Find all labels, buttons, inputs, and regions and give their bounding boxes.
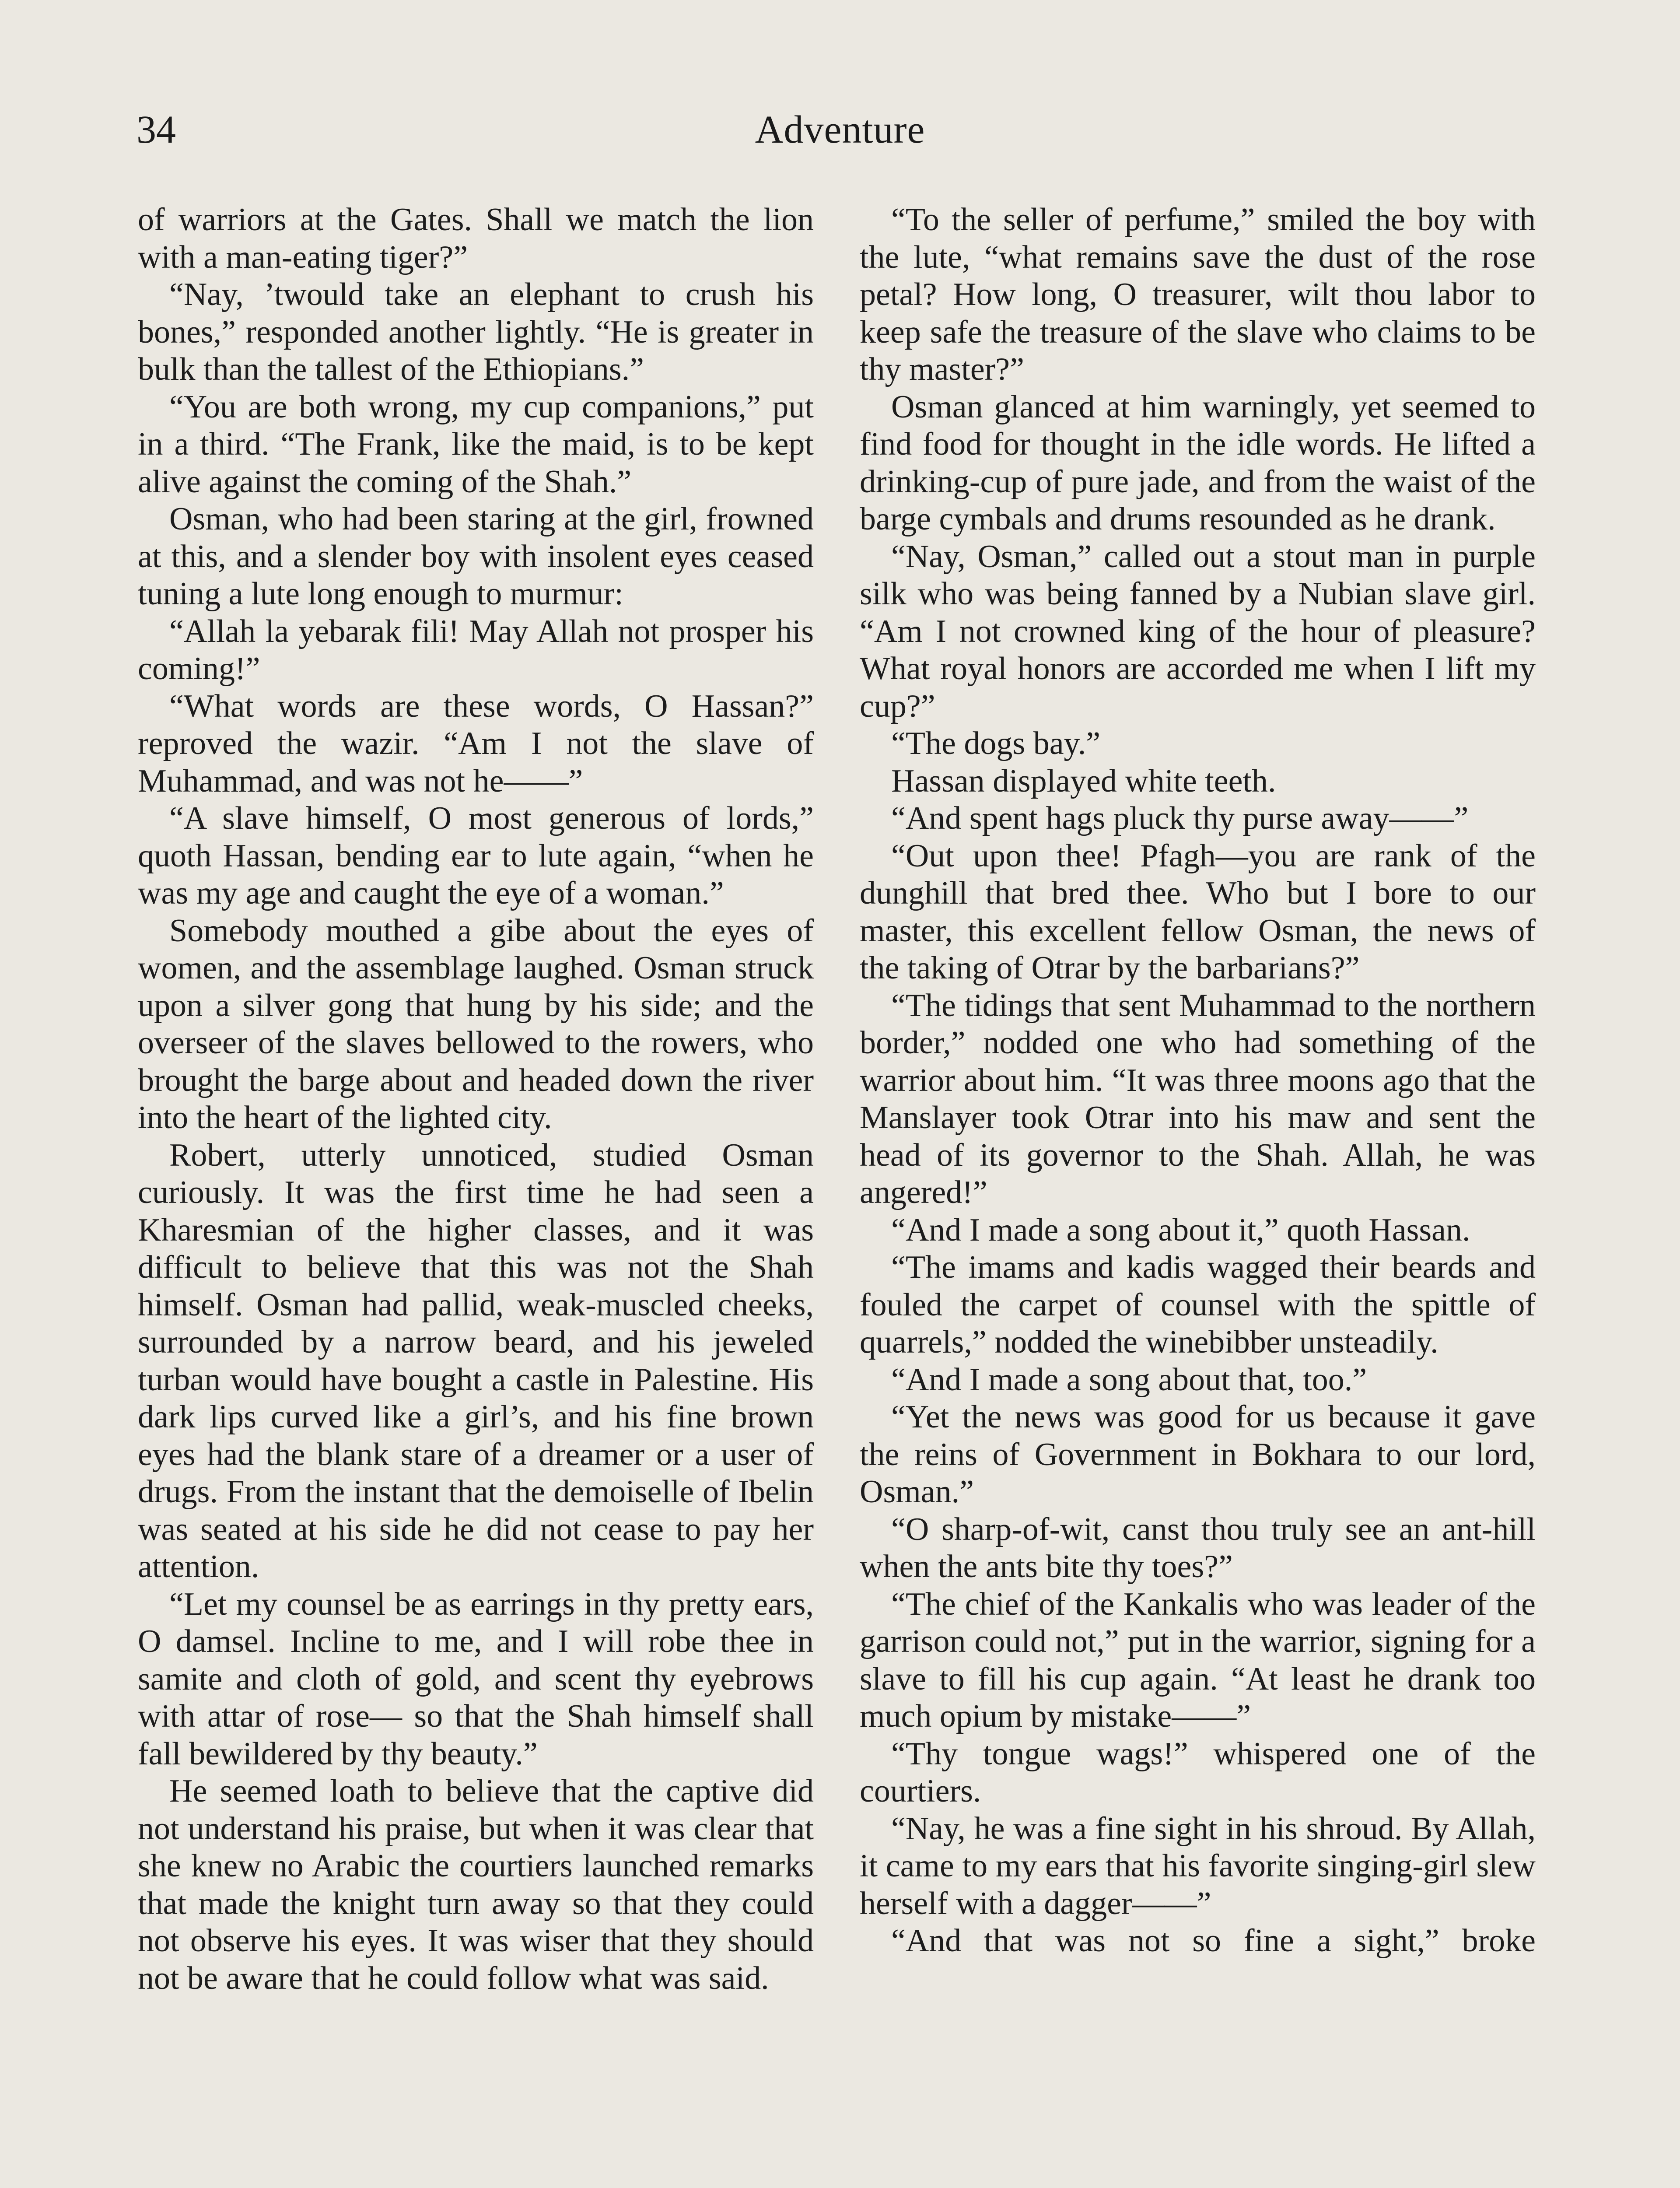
paragraph: “And spent hags pluck thy purse away——” bbox=[891, 800, 1469, 836]
page-number: 34 bbox=[136, 108, 176, 151]
paragraph: “The chief of the Kankalis who was leader of the garrison could not,” put in the warrior, signing for a slave to fill his cup again. “At least he drank too much opium by mistake——” bbox=[860, 1586, 1536, 1734]
paragraph: “Thy tongue wags!” whispered one of the courtiers. bbox=[860, 1736, 1536, 1809]
paragraph: “Out upon thee! Pfagh—you are rank of the dunghill that bred thee. Who but I bore to our master, this excellent fellow Osman, the news of the taking of Otrar by the barbarians?” bbox=[860, 838, 1536, 986]
paragraph: “To the seller of perfume,” smiled the boy with the lute, “what remains save the dust of the rose petal? How long, O treasurer, wilt thou labor to keep safe the treasure of the slave who claims to be thy master?” bbox=[860, 202, 1536, 387]
paragraph: “O sharp-of-wit, canst thou truly see an ant-hill when the ants bite thy toes?” bbox=[860, 1511, 1536, 1585]
paragraph: “The imams and kadis wagged their beards and fouled the carpet of counsel with the spittle of quarrels,” nodded the winebibber unsteadily. bbox=[860, 1249, 1536, 1360]
paragraph: He seemed loath to believe that the captive did not understand his praise, but when it was clear that she knew no Arabic the courtiers launched remarks that made the knight turn away so that they could not observe his eyes. It was wiser that they should not be aware that he could follow what was said. bbox=[138, 1773, 814, 1996]
paragraph: “Allah la yebarak fili! May Allah not prosper his coming!” bbox=[138, 613, 814, 687]
left-text-column bbox=[138, 201, 814, 2188]
paragraph: “You are both wrong, my cup companions,” put in a third. “The Frank, like the maid, is to be kept alive against the coming of the Shah.” bbox=[138, 389, 814, 500]
paragraph: “And I made a song about it,” quoth Hassan. bbox=[891, 1212, 1470, 1248]
paragraph: Somebody mouthed a gibe about the eyes of women, and the assemblage laughed. Osman struck upon a silver gong that hung by his side; and the overseer of the slaves bellowed to the rowers, who brought the barge about and headed down the river into the heart of the lighted city. bbox=[138, 912, 814, 1136]
paragraph: “Yet the news was good for us because it gave the reins of Government in Bokhara to our lord, Osman.” bbox=[860, 1399, 1536, 1510]
paragraph: “The tidings that sent Muhammad to the northern border,” nodded one who had something of the warrior about him. “It was three moons ago that the Manslayer took Otrar into his maw and sent the head of its governor to the Shah. Allah, he was angered!” bbox=[860, 987, 1536, 1210]
paragraph: “The dogs bay.” bbox=[891, 726, 1101, 761]
right-text-column bbox=[860, 201, 1536, 2188]
paragraph: “Nay, ’twould take an elephant to crush his bones,” responded another lightly. “He is greater in bulk than the tallest of the Ethiopians.” bbox=[138, 277, 814, 387]
paragraph: Osman, who had been staring at the girl, frowned at this, and a slender boy with insolent eyes ceased tuning a lute long enough to murmur: bbox=[138, 501, 814, 612]
running-head-title: Adventure bbox=[755, 108, 925, 151]
paragraph: “Nay, Osman,” called out a stout man in purple silk who was being fanned by a Nubian slave girl. “Am I not crowned king of the hour of pleasure? What royal honors are accorded me when I lift my cup?” bbox=[860, 538, 1536, 724]
paragraph: Hassan displayed white teeth. bbox=[891, 763, 1276, 799]
paragraph: “And I made a song about that, too.” bbox=[891, 1361, 1367, 1398]
paragraph: “Let my counsel be as earrings in thy pretty ears, O damsel. Incline to me, and I will robe thee in samite and cloth of gold, and scent thy eyebrows with attar of rose— so that the Shah himself shall fall bewildered by thy beauty.” bbox=[138, 1586, 814, 1772]
paragraph: “A slave himself, O most generous of lords,” quoth Hassan, bending ear to lute again, “when he was my age and caught the eye of a woman.” bbox=[138, 800, 814, 911]
paragraph: “Nay, he was a fine sight in his shroud. By Allah, it came to my ears that his favorite singing-girl slew herself with a dagger——” bbox=[860, 1810, 1536, 1922]
paragraph: “What words are these words, O Hassan?” reproved the wazir. “Am I not the slave of Muhammad, and was not he——” bbox=[138, 688, 814, 799]
paragraph: “And that was not so fine a sight,” broke bbox=[891, 1923, 1536, 1959]
paragraph: of warriors at the Gates. Shall we match the lion with a man-eating tiger?” bbox=[138, 202, 814, 275]
paragraph: Osman glanced at him warningly, yet seemed to find food for thought in the idle words. He lifted a drinking-cup of pure jade, and from the waist of the barge cymbals and drums resounded as he drank. bbox=[860, 389, 1536, 537]
paragraph: Robert, utterly unnoticed, studied Osman curiously. It was the first time he had seen a Kharesmian of the higher classes, and it was difficult to believe that this was not the Shah himself. Osman had pallid, weak-muscled cheeks, surrounded by a narrow beard, and his jeweled turban would have bought a castle in Palestine. His dark lips curved like a girl’s, and his fine brown eyes had the blank stare of a dreamer or a user of drugs. From the instant that the demoiselle of Ibelin was seated at his side he did not cease to pay her attention. bbox=[138, 1137, 814, 1585]
